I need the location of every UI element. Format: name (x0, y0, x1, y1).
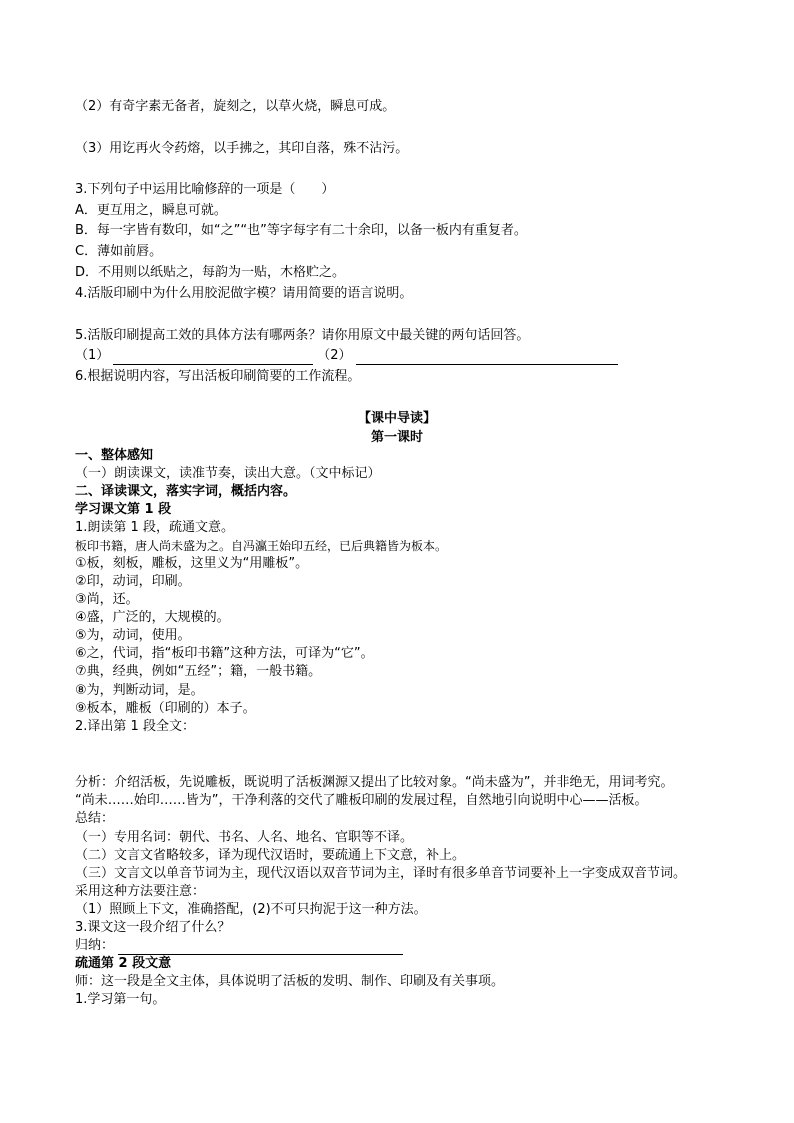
question-3: 3.下列句子中运用比喻修辞的一项是（ ） (75, 182, 335, 197)
summary-1: （一）专用名词：朝代、书名、人名、地名、官职等不译。 (75, 830, 414, 845)
note-4: ④盛，广泛的，大规模的。 (75, 610, 230, 625)
step-1: 1.朗读第 1 段，疏通文意。 (75, 520, 234, 535)
analysis-line-1: 分析：介绍活板，先说雕板，既说明了活板渊源又提出了比较对象。“尚未盛为”，并非绝无，用词考究。 (75, 775, 674, 790)
classical-text: 板印书籍，唐人尚未盛为之。自冯瀛王始印五经，已后典籍皆为板本。 (75, 539, 448, 553)
summary-label: 总结： (75, 811, 115, 826)
option-c: C．薄如前唇。 (75, 244, 163, 259)
conclusion-row (75, 937, 407, 955)
paragraph-2-heading: 疏通第 2 段文意 (75, 956, 172, 971)
option-b: B．每一字皆有数印，如“之”“也”等字每字有二十余印，以备一板内有重复者。 (75, 223, 527, 238)
quiz-item-2: （2）有奇字素无备者，旋刻之，以草火烧，瞬息可成。 (75, 99, 396, 114)
step-2: 2.译出第 1 段全文： (75, 719, 195, 734)
note-8: ⑧为，判断动词，是。 (75, 683, 204, 698)
conclusion-label: 归纳： (75, 938, 115, 953)
step-1-sentence: 1.学习第一句。 (75, 992, 166, 1007)
option-a: A．更互用之，瞬息可就。 (75, 203, 227, 218)
step-3: 3.课文这一段介绍了什么？ (75, 920, 231, 935)
teacher-note: 师：这一段是全文主体，具体说明了活板的发明、制作、印刷及有关事项。 (75, 974, 505, 989)
method-note: 采用这种方法要注意： (75, 884, 206, 899)
note-5: ⑤为，动词，使用。 (75, 628, 191, 643)
note-7: ⑦典，经典，例如“五经”；籍，一般书籍。 (75, 664, 322, 679)
quiz-item-3: （3）用讫再火令药熔，以手拂之，其印自落，殊不沾污。 (75, 141, 409, 156)
method-detail: （1）照顾上下文，准确搭配，(2)不可只拘泥于这一种方法。 (75, 902, 427, 917)
note-2: ②印，动词，印刷。 (75, 574, 191, 589)
part-1-text: （一）朗读课文，读准节奏，读出大意。（文中标记） (75, 466, 381, 481)
summary-2: （二）文言文省略较多，译为现代汉语时，要疏通上下文意，补上。 (75, 848, 466, 863)
analysis-line-2: “尚未……始印……皆为”，干净利落的交代了雕板印刷的发展过程，自然地引向说明中心——活板。 (75, 793, 648, 808)
part-2-heading: 二、译读课文，落实字词，概括内容。 (75, 484, 297, 499)
note-6: ⑥之，代词，指“板印书籍”这种方法，可译为“它”。 (75, 646, 374, 661)
question-6: 6.根据说明内容，写出活板印刷简要的工作流程。 (75, 369, 361, 384)
note-3: ③尚，还。 (75, 592, 139, 607)
paragraph-1-heading: 学习课文第 1 段 (75, 502, 172, 517)
section-heading: 【课中导读】 (357, 411, 436, 426)
answer-label-2: （2） (317, 348, 352, 363)
summary-3: （三）文言文以单音节词为主，现代汉语以双音节词为主，译时有很多单音节词要补上一字变成双音节词。 (75, 866, 687, 881)
option-d: D．不用则以纸贴之，每韵为一贴，木格贮之。 (75, 265, 346, 280)
answer-blank-2[interactable] (356, 350, 618, 365)
question-5: 5.活版印刷提高工效的具体方法有哪两条？请你用原文中最关键的两句话回答。 (75, 328, 530, 343)
lesson-heading: 第一课时 (370, 430, 423, 445)
answer-blank-1[interactable] (113, 350, 313, 365)
note-1: ①板，刻板，雕板，这里义为“用雕板”。 (75, 556, 309, 571)
answer-label-1: （1） (75, 348, 110, 363)
question-4: 4.活版印刷中为什么用胶泥做字模？请用简要的语言说明。 (75, 286, 413, 301)
note-9: ⑨板本，雕板（印刷的）本子。 (75, 701, 256, 716)
part-1-heading: 一、整体感知 (75, 448, 154, 463)
conclusion-blank[interactable] (118, 940, 403, 955)
answer-line-row (75, 347, 622, 365)
